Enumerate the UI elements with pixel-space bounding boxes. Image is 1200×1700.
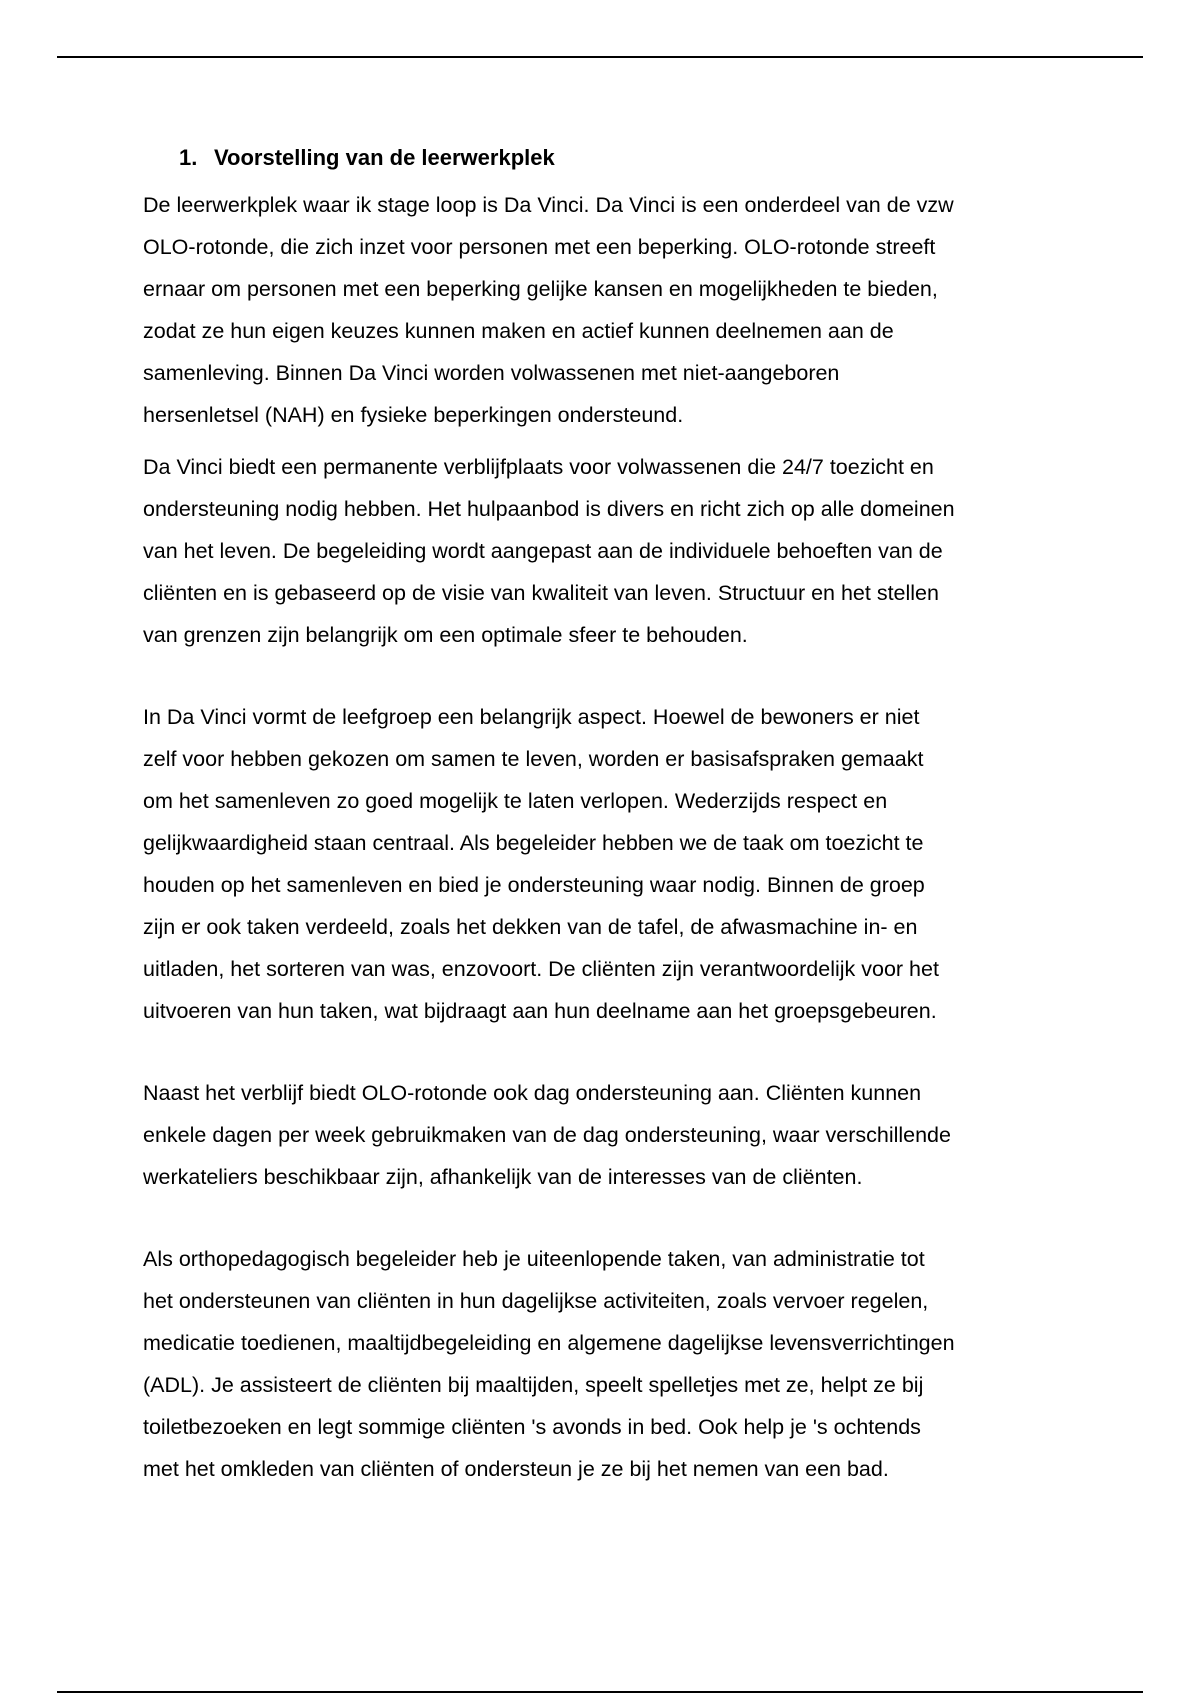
- page-content: [143, 142, 1083, 1490]
- text-line: OLO-rotonde, die zich inzet voor personen met een beperking. OLO-rotonde streeft: [143, 235, 936, 259]
- text-line: medicatie toedienen, maaltijdbegeleiding en algemene dagelijkse levensverrichtingen: [143, 1331, 955, 1355]
- text-line: met het omkleden van cliënten of ondersteun je ze bij het nemen van een bad.: [143, 1457, 889, 1481]
- paragraph-1: [143, 184, 1083, 436]
- section-heading: [179, 142, 1083, 174]
- text-line: werkateliers beschikbaar zijn, afhankelijk van de interesses van de cliënten.: [143, 1165, 863, 1189]
- paragraph-4: [143, 1072, 1083, 1198]
- text-line: zijn er ook taken verdeeld, zoals het dekken van de tafel, de afwasmachine in- en: [143, 915, 918, 939]
- text-line: cliënten en is gebaseerd op de visie van kwaliteit van leven. Structuur en het stellen: [143, 581, 939, 605]
- text-line: toiletbezoeken en legt sommige cliënten 's avonds in bed. Ook help je 's ochtends: [143, 1415, 921, 1439]
- paragraph-5: [143, 1238, 1083, 1490]
- text-line: van grenzen zijn belangrijk om een optimale sfeer te behouden.: [143, 623, 748, 647]
- text-line: gelijkwaardigheid staan centraal. Als begeleider hebben we de taak om toezicht te: [143, 831, 924, 855]
- text-line: van het leven. De begeleiding wordt aangepast aan de individuele behoeften van de: [143, 539, 943, 563]
- text-line: Naast het verblijf biedt OLO-rotonde ook dag ondersteuning aan. Cliënten kunnen: [143, 1081, 922, 1105]
- text-line: het ondersteunen van cliënten in hun dagelijkse activiteiten, zoals vervoer regelen,: [143, 1289, 929, 1313]
- text-line: houden op het samenleven en bied je ondersteuning waar nodig. Binnen de groep: [143, 873, 925, 897]
- paragraph-3: [143, 696, 1083, 1032]
- text-line: zelf voor hebben gekozen om samen te leven, worden er basisafspraken gemaakt: [143, 747, 924, 771]
- text-line: uitvoeren van hun taken, wat bijdraagt aan hun deelname aan het groepsgebeuren.: [143, 999, 937, 1023]
- text-line: ondersteuning nodig hebben. Het hulpaanbod is divers en richt zich op alle domeinen: [143, 497, 955, 521]
- header-rule: [57, 56, 1143, 58]
- section-number: 1.: [179, 145, 198, 170]
- text-line: samenleving. Binnen Da Vinci worden volwassenen met niet-aangeboren: [143, 361, 840, 385]
- paragraph-2: [143, 446, 1083, 656]
- section-title: Voorstelling van de leerwerkplek: [214, 145, 555, 170]
- text-line: Da Vinci biedt een permanente verblijfplaats voor volwassenen die 24/7 toezicht en: [143, 455, 934, 479]
- footer-rule: [57, 1691, 1143, 1693]
- text-line: om het samenleven zo goed mogelijk te laten verlopen. Wederzijds respect en: [143, 789, 888, 813]
- text-line: uitladen, het sorteren van was, enzovoort. De cliënten zijn verantwoordelijk voor het: [143, 957, 939, 981]
- text-line: In Da Vinci vormt de leefgroep een belangrijk aspect. Hoewel de bewoners er niet: [143, 705, 920, 729]
- text-line: hersenletsel (NAH) en fysieke beperkingen ondersteund.: [143, 403, 684, 427]
- text-line: (ADL). Je assisteert de cliënten bij maaltijden, speelt spelletjes met ze, helpt ze bij: [143, 1373, 924, 1397]
- text-line: Als orthopedagogisch begeleider heb je uiteenlopende taken, van administratie tot: [143, 1247, 925, 1271]
- text-line: zodat ze hun eigen keuzes kunnen maken en actief kunnen deelnemen aan de: [143, 319, 894, 343]
- text-line: ernaar om personen met een beperking gelijke kansen en mogelijkheden te bieden,: [143, 277, 938, 301]
- text-line: enkele dagen per week gebruikmaken van de dag ondersteuning, waar verschillende: [143, 1123, 951, 1147]
- text-line: De leerwerkplek waar ik stage loop is Da Vinci. Da Vinci is een onderdeel van de vzw: [143, 193, 954, 217]
